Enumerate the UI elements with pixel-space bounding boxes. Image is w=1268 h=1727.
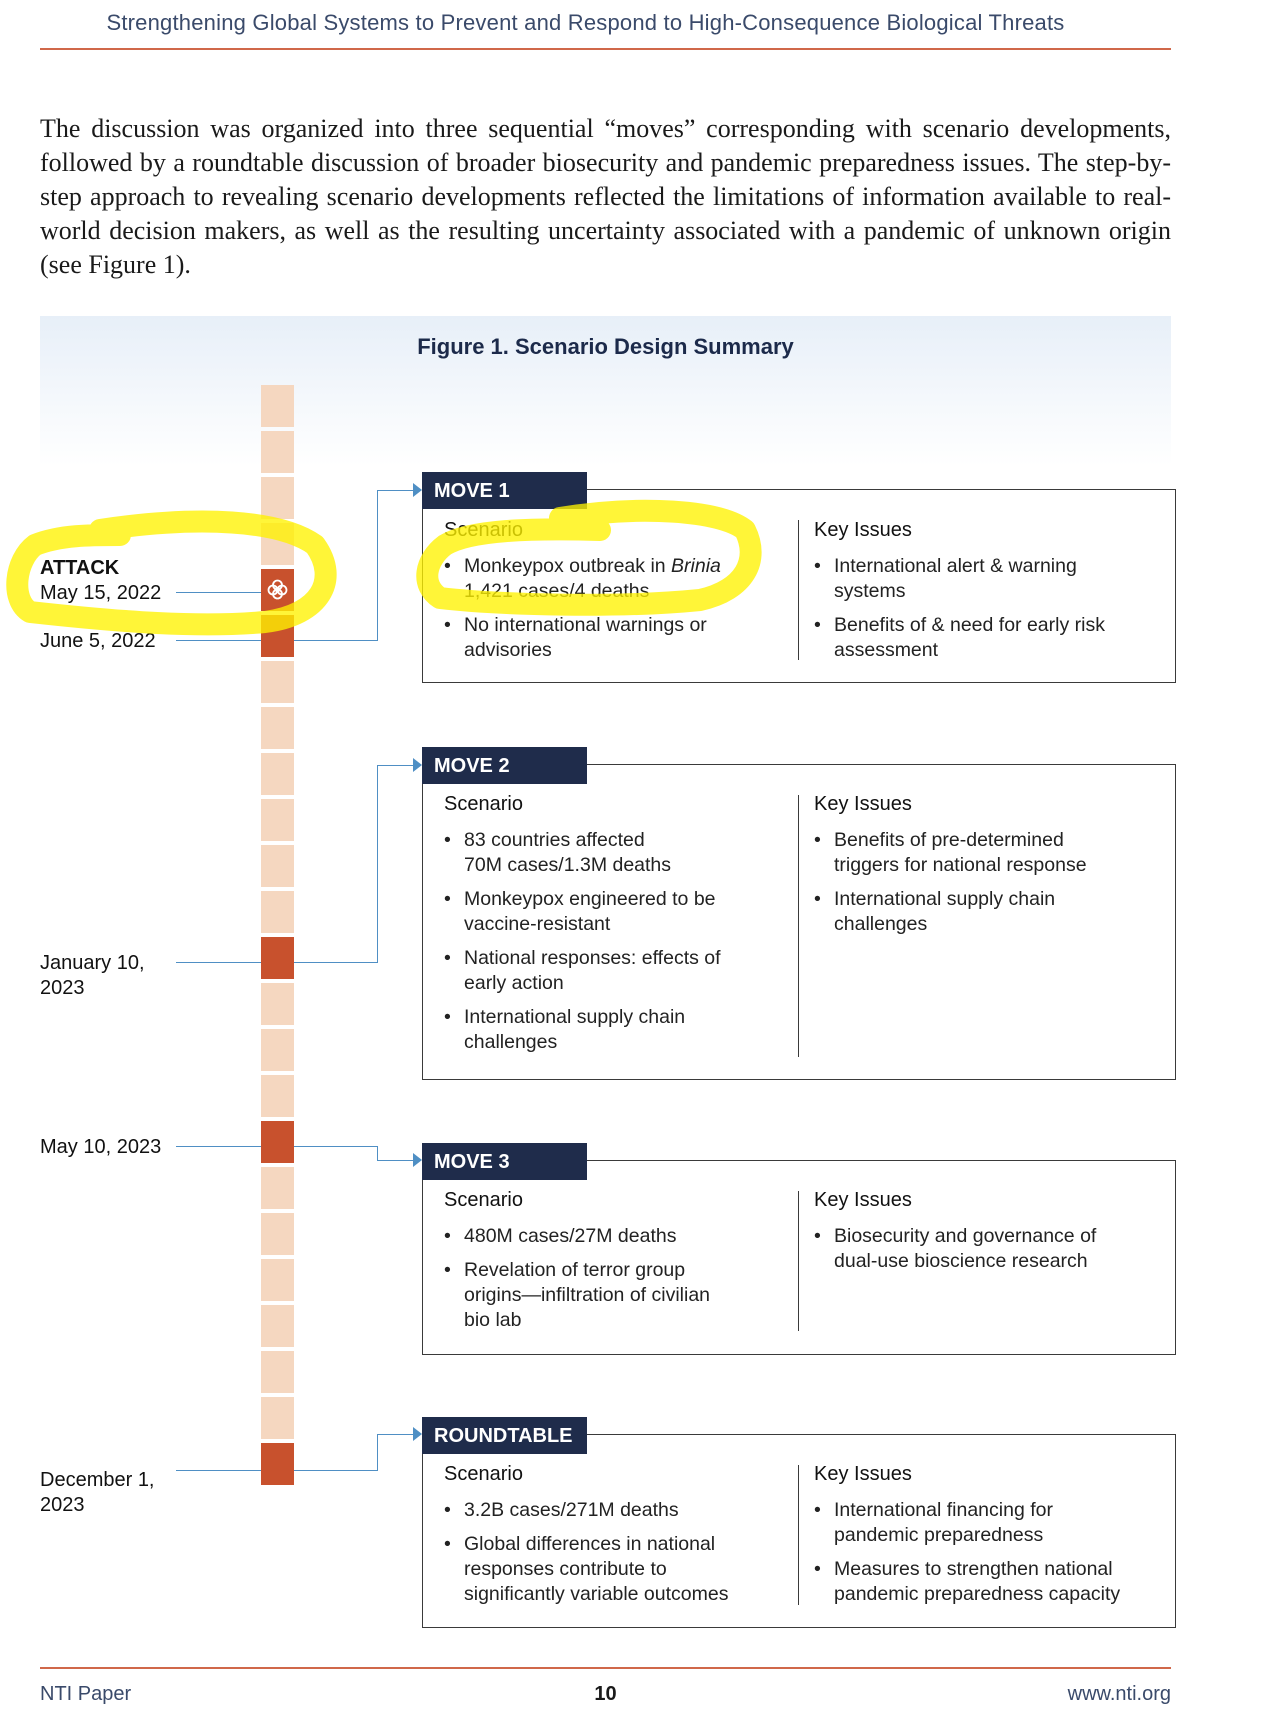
intro-paragraph: The discussion was organized into three sequential “moves” corresponding with scenario developments, followed by a roundtable discussion of broader biosecurity and pandemic preparedness issues. The step-by-step approach to revealing scenario developments reflected the limitations of information available to real-world decision makers, as well as the resulting uncertainty associated with a pandemic of unknown origin (see Figure 1).: [40, 114, 1171, 279]
list-item: [813, 1557, 1163, 1607]
connector-move1-h2: [377, 490, 413, 491]
roundtable-tag: ROUNDTABLE: [422, 1417, 587, 1454]
timeline-segment: [261, 891, 294, 933]
item-text: 480M cases/27M deaths: [464, 1225, 677, 1247]
timeline-segment: [261, 477, 294, 519]
list-item: [813, 1224, 1163, 1274]
timeline-segment: [261, 707, 294, 749]
timeline-segment: [261, 661, 294, 703]
list-item: [443, 887, 783, 937]
connector-roundtable-h2: [377, 1434, 413, 1435]
timeline-segment: [261, 1397, 294, 1439]
roundtable-scenario-heading: Scenario: [444, 1463, 523, 1485]
timeline-segment: [261, 753, 294, 795]
date-label-move1: June 5, 2022: [40, 630, 156, 652]
item-text: Biosecurity and governance of: [834, 1225, 1097, 1247]
connector-roundtable-h1: [294, 1470, 377, 1471]
item-text: origins—infiltration of civilian: [464, 1284, 711, 1306]
list-item: [443, 946, 783, 996]
attack-label: ATTACK: [40, 557, 120, 579]
list-item: [443, 1005, 783, 1055]
list-item: [443, 1532, 783, 1607]
item-text: International financing for: [834, 1499, 1053, 1521]
item-text: Benefits of & need for early risk: [834, 614, 1105, 636]
connector-move3-v: [377, 1146, 378, 1160]
timeline-segment: [261, 845, 294, 887]
item-text: Measures to strengthen national: [834, 1558, 1113, 1580]
item-text: pandemic preparedness capacity: [834, 1583, 1121, 1605]
item-text: International supply chain: [834, 888, 1056, 910]
list-item: [813, 613, 1163, 663]
date-move2-line2: 2023: [40, 977, 85, 999]
move2-issues-list: [813, 828, 1163, 946]
attack-date-label: [40, 556, 161, 606]
item-text: 1,421 cases/4 deaths: [464, 580, 650, 602]
move2-scenario-heading: Scenario: [444, 793, 523, 815]
timeline-segment: [261, 1075, 294, 1117]
item-text: dual-use bioscience research: [834, 1250, 1088, 1272]
item-text: International supply chain: [464, 1006, 686, 1028]
list-item: [443, 828, 783, 878]
connector-move3-h2: [377, 1160, 413, 1161]
move3-issues-heading: Key Issues: [814, 1189, 912, 1211]
figure-title: Figure 1. Scenario Design Summary: [417, 334, 794, 359]
item-text: 70M cases/1.3M deaths: [464, 854, 672, 876]
timeline-segment: [261, 1305, 294, 1347]
timeline-segment: [261, 1029, 294, 1071]
timeline-segment: [261, 1167, 294, 1209]
item-text: Monkeypox outbreak in: [464, 555, 672, 577]
connector-roundtable-v: [377, 1434, 378, 1471]
move1-scenario-list: [443, 554, 783, 672]
attack-date: May 15, 2022: [40, 582, 162, 604]
timeline-segment: [261, 983, 294, 1025]
timeline-segment-move2: [261, 937, 294, 979]
date-label-move2: [40, 951, 145, 1001]
list-item: [813, 1498, 1163, 1548]
item-text: Revelation of terror group: [464, 1259, 686, 1281]
item-text: vaccine-resistant: [464, 913, 611, 935]
arrow-move1-icon: [413, 483, 422, 497]
move1-scenario-heading: Scenario: [444, 519, 523, 541]
connector-move2-h2: [377, 765, 413, 766]
biohazard-icon: [261, 569, 294, 611]
item-text: triggers for national response: [834, 854, 1087, 876]
item-text: pandemic preparedness: [834, 1524, 1044, 1546]
roundtable-scenario-list: [443, 1498, 783, 1616]
date-label-roundtable: [40, 1468, 155, 1518]
date-move2-line1: January 10,: [40, 952, 145, 974]
list-item: [443, 1498, 783, 1523]
item-text: early action: [464, 972, 564, 994]
move1-issues-list: [813, 554, 1163, 672]
date-tick-move2: [176, 962, 261, 963]
date-tick-move1: [176, 640, 261, 641]
item-text: No international warnings or: [464, 614, 707, 636]
item-text: Benefits of pre-determined: [834, 829, 1064, 851]
timeline-segment-move3: [261, 1121, 294, 1163]
connector-move2-v: [377, 765, 378, 963]
roundtable-issues-heading: Key Issues: [814, 1463, 912, 1485]
page-number: 10: [594, 1683, 617, 1705]
date-label-move3: May 10, 2023: [40, 1136, 162, 1158]
timeline-segment-attack: [261, 569, 294, 611]
move3-scenario-list: [443, 1224, 783, 1342]
move2-divider: [798, 795, 799, 1057]
move1-divider: [798, 520, 799, 660]
connector-move3-h1: [294, 1146, 377, 1147]
list-item: [813, 828, 1163, 878]
arrow-move3-icon: [413, 1153, 422, 1167]
list-item: [443, 613, 783, 663]
item-text: 3.2B cases/271M deaths: [464, 1499, 679, 1521]
move3-issues-list: [813, 1224, 1163, 1283]
move3-scenario-heading: Scenario: [444, 1189, 523, 1211]
item-italic: Brinia: [671, 555, 721, 577]
item-text: assessment: [834, 639, 939, 661]
move1-tag: MOVE 1: [422, 472, 587, 509]
list-item: [813, 554, 1163, 604]
connector-move1-v: [377, 490, 378, 641]
item-text: advisories: [464, 639, 552, 661]
timeline-segment: [261, 1213, 294, 1255]
item-text: systems: [834, 580, 906, 602]
timeline-segment-roundtable: [261, 1443, 294, 1485]
move3-tag: MOVE 3: [422, 1143, 587, 1180]
item-text: Monkeypox engineered to be: [464, 888, 716, 910]
item-text: significantly variable outcomes: [464, 1583, 729, 1605]
timeline-segment-move1: [261, 615, 294, 657]
date-tick-move3: [176, 1146, 261, 1147]
item-text: 83 countries affected: [464, 829, 645, 851]
connector-move1-h1: [294, 640, 377, 641]
running-header: Strengthening Global Systems to Prevent and Respond to High-Consequence Biological Threats: [106, 10, 1065, 35]
move3-divider: [798, 1191, 799, 1331]
item-text: National responses: effects of: [464, 947, 721, 969]
footer-divider: [40, 1667, 1171, 1669]
attack-connector: [176, 592, 261, 593]
roundtable-divider: [798, 1465, 799, 1605]
move2-tag: MOVE 2: [422, 747, 587, 784]
item-text: responses contribute to: [464, 1558, 667, 1580]
timeline-segment: [261, 385, 294, 427]
item-text: Global differences in national: [464, 1533, 716, 1555]
list-item: [443, 1258, 783, 1333]
item-text: International alert & warning: [834, 555, 1077, 577]
list-item: [813, 887, 1163, 937]
item-text: challenges: [464, 1031, 558, 1053]
timeline-segment: [261, 799, 294, 841]
arrow-roundtable-icon: [413, 1427, 422, 1441]
timeline-segment: [261, 523, 294, 565]
timeline-segment: [261, 1259, 294, 1301]
roundtable-issues-list: [813, 1498, 1163, 1616]
date-roundtable-line2: 2023: [40, 1494, 85, 1516]
list-item: [443, 1224, 783, 1249]
footer-left: NTI Paper: [40, 1683, 132, 1705]
move2-issues-heading: Key Issues: [814, 793, 912, 815]
move2-scenario-list: [443, 828, 783, 1064]
footer-url[interactable]: www.nti.org: [1067, 1683, 1171, 1705]
timeline-bar: [261, 385, 294, 1488]
arrow-move2-icon: [413, 758, 422, 772]
item-text: bio lab: [464, 1309, 522, 1331]
connector-move2-h1: [294, 962, 377, 963]
move1-issues-heading: Key Issues: [814, 519, 912, 541]
timeline-segment: [261, 431, 294, 473]
date-tick-roundtable: [176, 1470, 261, 1471]
timeline-segment: [261, 1351, 294, 1393]
list-item: [443, 554, 783, 604]
header-divider: [40, 48, 1171, 50]
date-roundtable-line1: December 1,: [40, 1469, 155, 1491]
item-text: challenges: [834, 913, 928, 935]
